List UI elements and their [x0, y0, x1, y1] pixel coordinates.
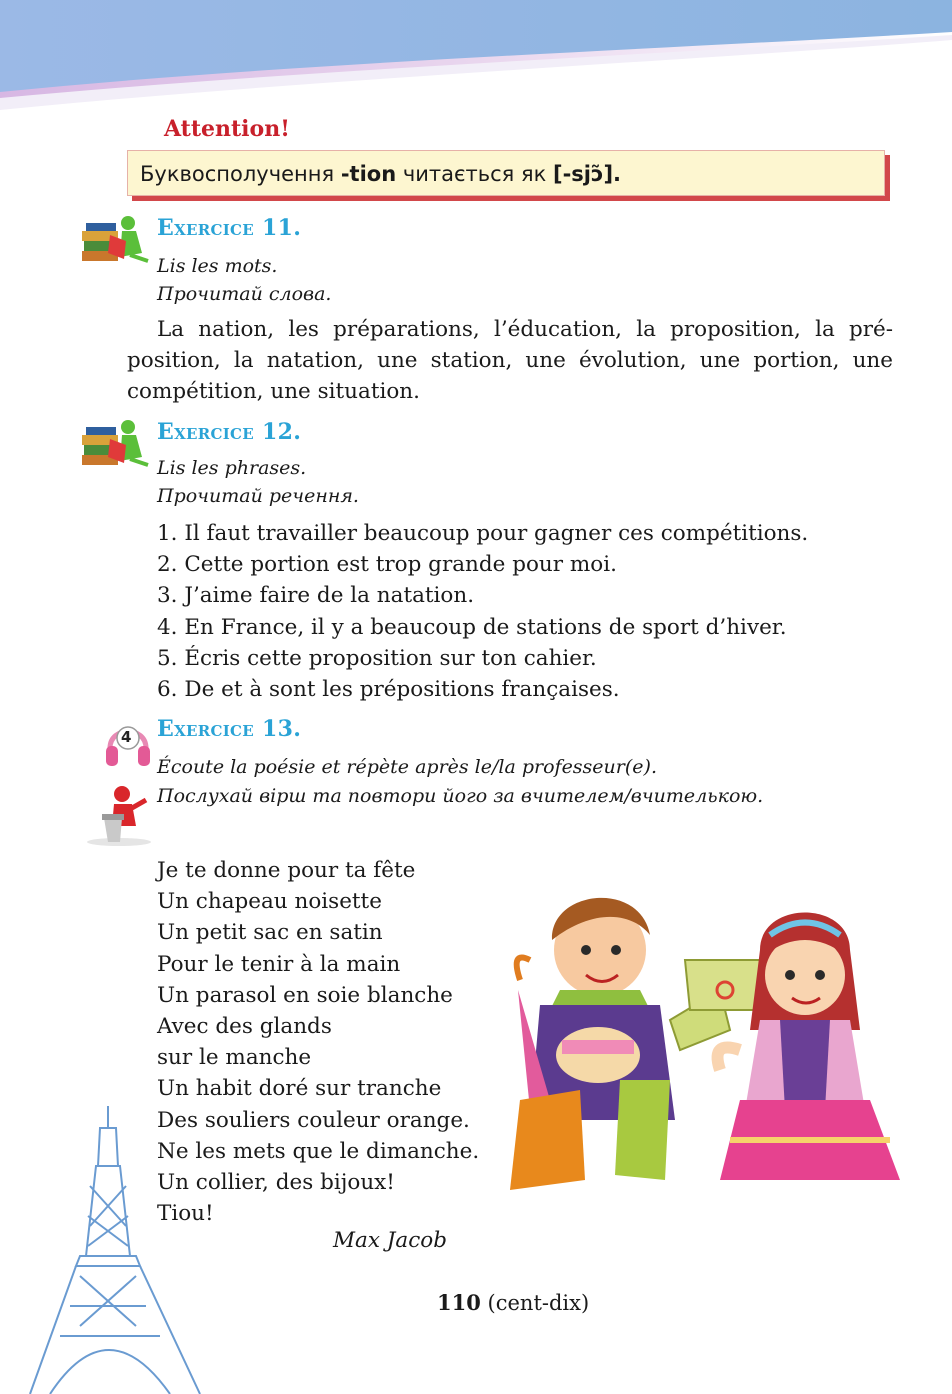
audio-track-number: 4	[121, 728, 132, 746]
exercise-13-title: Exercice 13.	[157, 716, 302, 742]
exercise-13-instruction-fr: Écoute la poésie et répète après le/la professeur(e).	[157, 756, 657, 778]
poem-line: Avec des glands	[157, 1014, 332, 1040]
teacher-podium-icon	[86, 784, 152, 846]
poem-line: Un habit doré sur tranche	[157, 1076, 442, 1102]
exercise-11-title: Exercice 11.	[157, 215, 302, 241]
eiffel-tower-icon	[10, 1106, 210, 1394]
rule-middle: читається як	[396, 162, 553, 186]
poem-line: Un collier, des bijoux!	[157, 1170, 395, 1196]
poem-line: Je te donne pour ta fête	[157, 858, 416, 883]
list-item: 1. Il faut travailler beaucoup pour gagner ces compétitions.	[157, 521, 809, 546]
list-item: 5. Écris cette proposition sur ton cahier.	[157, 645, 597, 671]
poem-author: Max Jacob	[333, 1228, 447, 1253]
poem-line: Des souliers couleur orange.	[157, 1107, 470, 1133]
exercise-12-title: Exercice 12.	[157, 419, 302, 445]
poem-line: sur le manche	[157, 1045, 312, 1071]
books-reader-icon	[80, 213, 152, 265]
poem-line: Ne les mets que le dimanche.	[157, 1138, 480, 1164]
list-item: 3. J’aime faire de la natation.	[157, 583, 475, 609]
top-decorative-band	[0, 0, 952, 120]
poem-line: Tiou!	[157, 1201, 214, 1227]
poem-line: Un petit sac en satin	[157, 920, 383, 946]
children-illustration	[490, 880, 910, 1210]
exercise-12-instruction-fr: Lis les phrases.	[157, 457, 307, 479]
headphones-icon	[104, 718, 152, 772]
pronunciation-rule-box	[127, 150, 885, 196]
poem-line: Un chapeau noisette	[157, 889, 382, 915]
rule-tion: -tion	[340, 162, 397, 186]
poem-line: Un parasol en soie blanche	[157, 982, 453, 1008]
exercise-13-instruction-uk: Послухай вірш та повтори його за вчителем/вчителькою.	[157, 785, 764, 807]
attention-heading: Attention!	[164, 116, 290, 142]
page-number-words: (cent-dix)	[487, 1291, 590, 1315]
books-reader-icon	[80, 417, 152, 469]
exercise-12-instruction-uk: Прочитай речення.	[157, 485, 359, 507]
rule-prefix: Буквосполучення	[140, 162, 341, 186]
page-number	[437, 1290, 589, 1315]
exercise-11-words: La nation, les préparations, l’éducation, la proposition, la préposition, la natation, une station, une évolution, une portion, une compétition, une situation.	[127, 317, 893, 404]
list-item: 4. En France, il y a beaucoup de stations de sport d’hiver.	[157, 614, 787, 640]
exercise-11-instruction-uk: Прочитай слова.	[157, 283, 332, 305]
rule-sound: [-sjɔ̃].	[552, 162, 622, 186]
exercise-12-sentences	[157, 518, 808, 705]
page-number-digits: 110	[437, 1290, 481, 1315]
list-item: 2. Cette portion est trop grande pour moi.	[157, 552, 617, 578]
list-item: 6. De et à sont les prépositions françaises.	[157, 677, 620, 703]
poem-line: Pour le tenir à la main	[157, 951, 401, 977]
exercise-11-instruction-fr: Lis les mots.	[157, 255, 278, 277]
